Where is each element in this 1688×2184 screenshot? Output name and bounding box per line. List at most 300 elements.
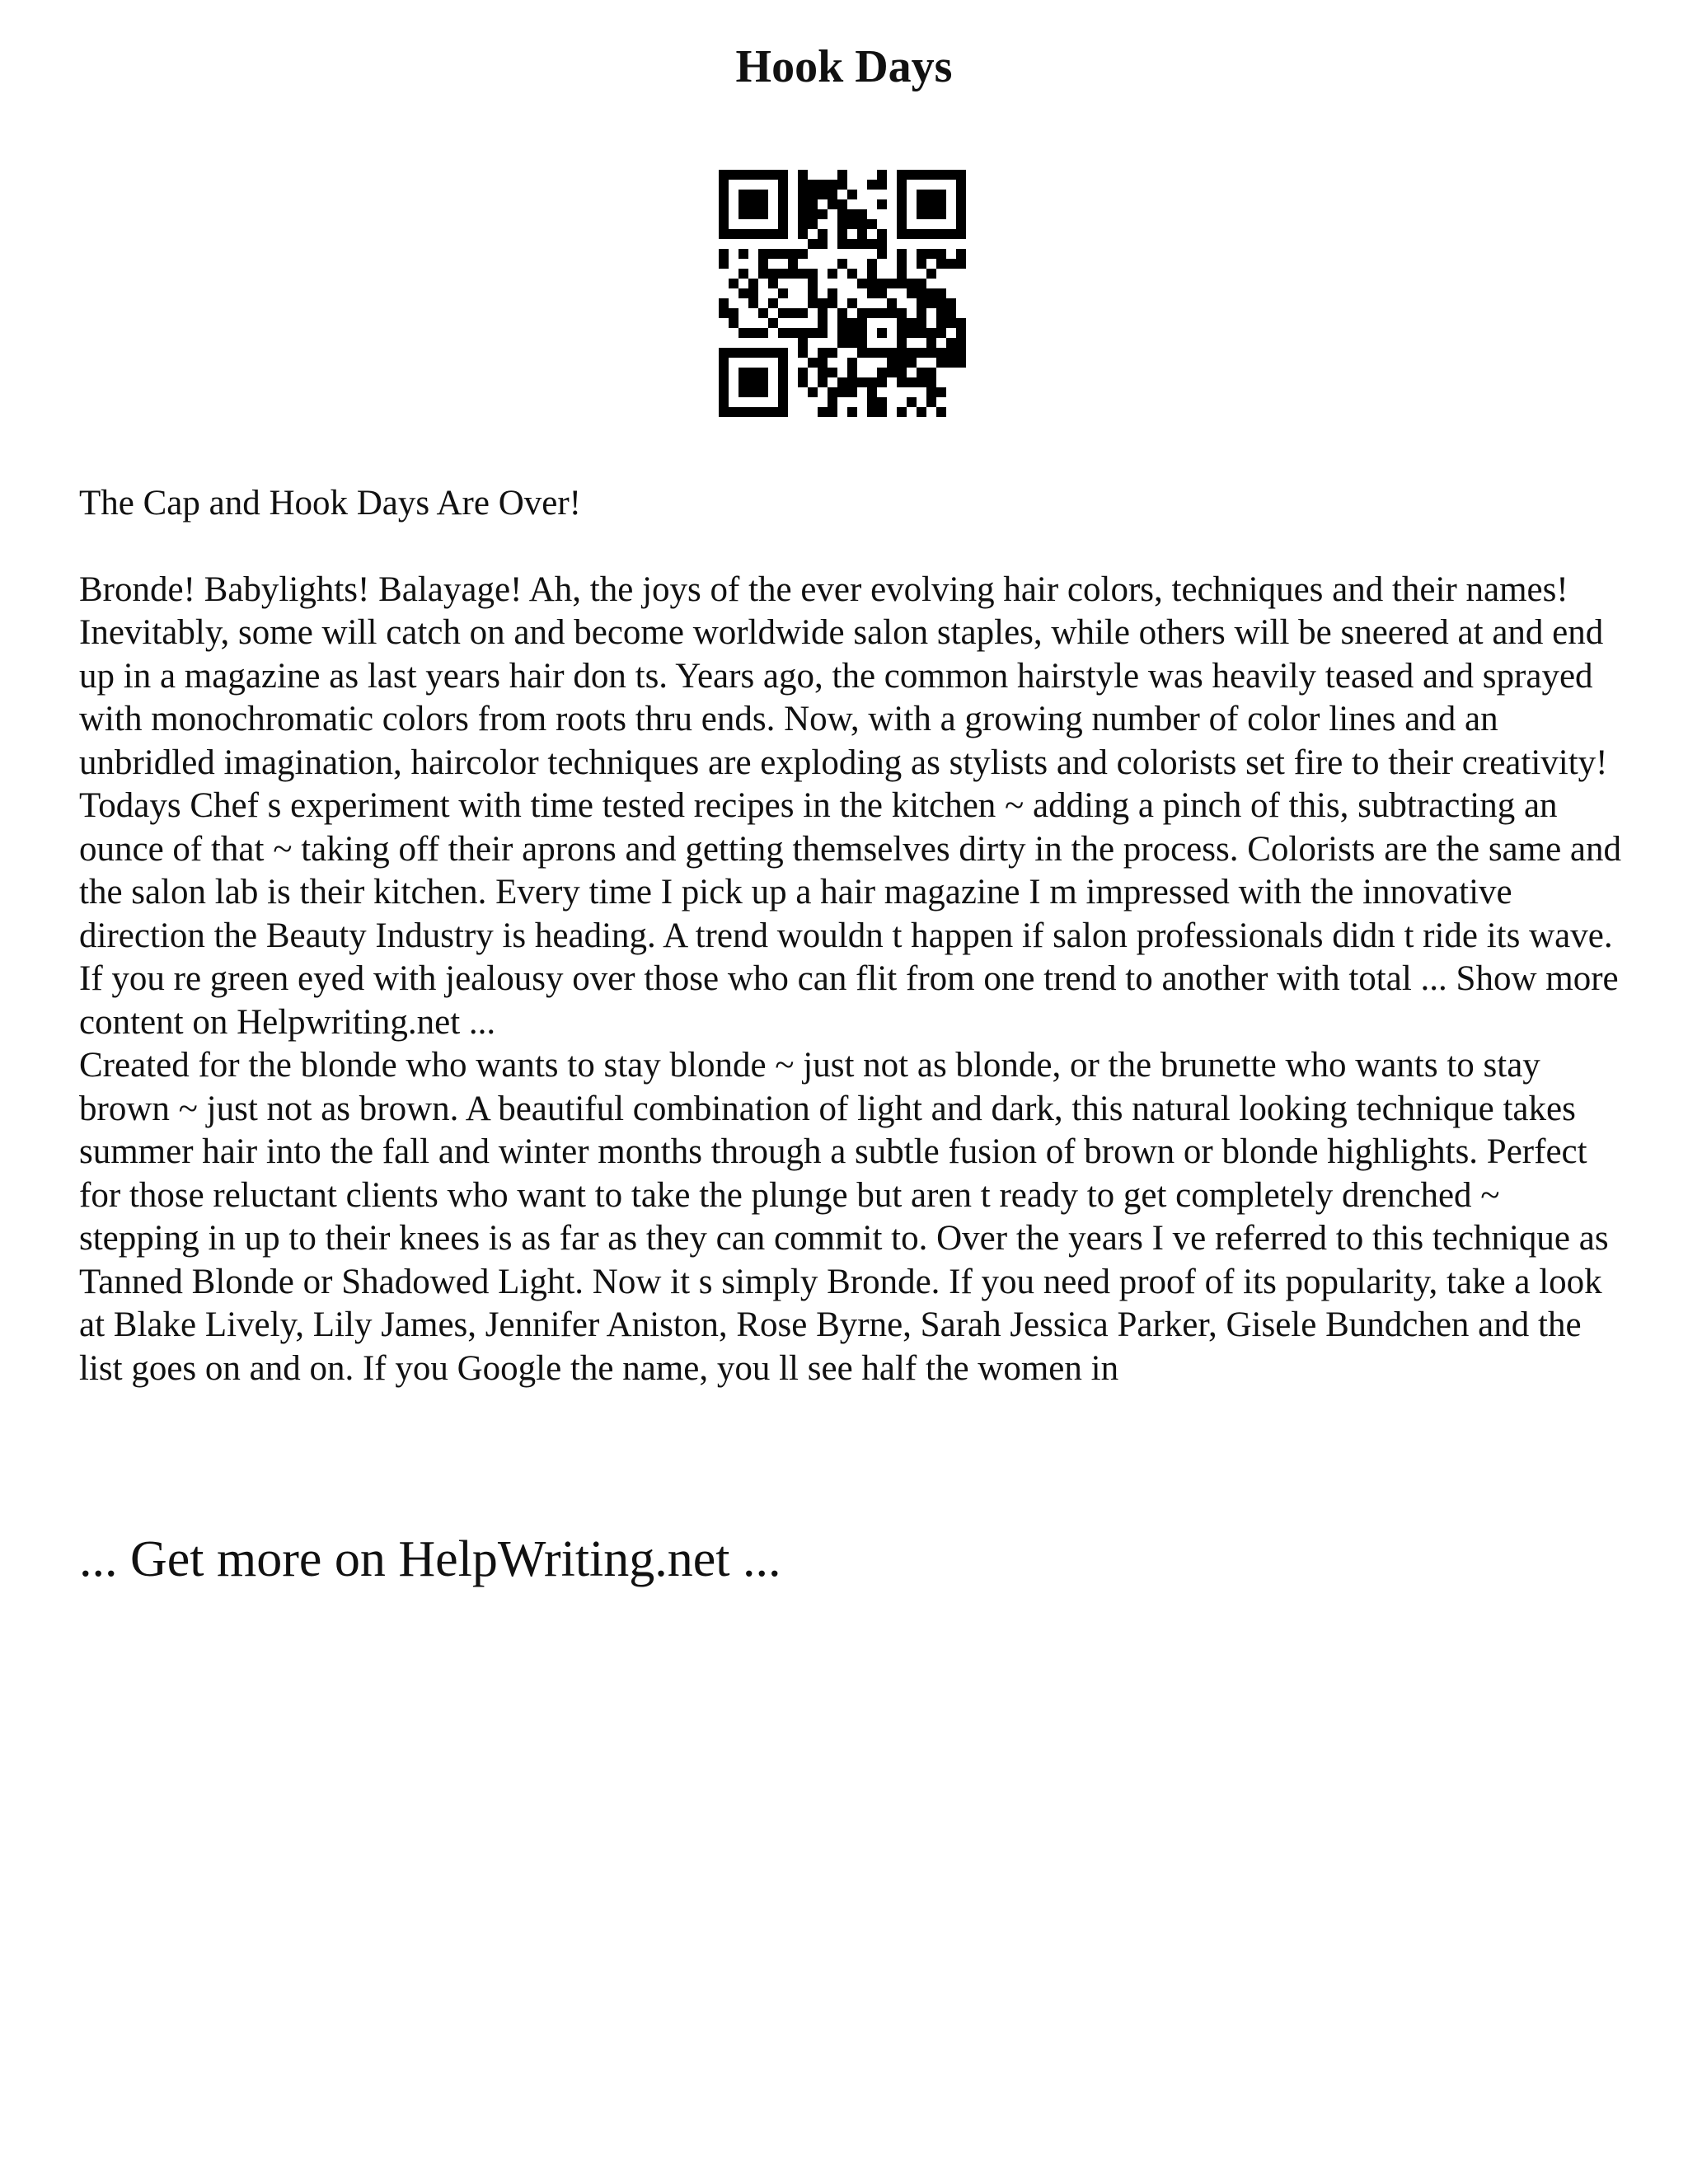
- qr-module: [758, 269, 768, 279]
- qr-module: [729, 170, 738, 180]
- qr-module: [758, 190, 768, 199]
- qr-module: [778, 377, 788, 387]
- qr-module: [877, 288, 887, 298]
- qr-module: [837, 170, 847, 180]
- qr-module: [758, 407, 768, 417]
- qr-module: [877, 180, 887, 190]
- qr-module: [798, 249, 808, 259]
- qr-module: [956, 338, 966, 348]
- article-paragraph: If you re green eyed with jealousy over those who can flit from one trend to another with total ... Show more content on Helpwriting.net ...: [79, 959, 1619, 1042]
- qr-module: [798, 180, 808, 190]
- qr-module: [729, 308, 738, 318]
- qr-module: [719, 180, 729, 190]
- qr-module: [758, 368, 768, 377]
- qr-module: [768, 407, 778, 417]
- get-more-link[interactable]: ... Get more on HelpWriting.net ...: [79, 1531, 781, 1587]
- qr-module: [897, 328, 907, 338]
- qr-module: [778, 407, 788, 417]
- qr-module: [758, 229, 768, 239]
- qr-module: [857, 338, 867, 348]
- qr-module: [917, 279, 926, 288]
- qr-module: [798, 199, 808, 209]
- qr-module: [808, 269, 818, 279]
- qr-module: [867, 259, 877, 269]
- qr-module: [867, 348, 877, 358]
- qr-module: [748, 190, 758, 199]
- qr-module: [847, 358, 857, 368]
- qr-module: [926, 397, 936, 407]
- qr-module: [907, 348, 917, 358]
- qr-module: [828, 368, 837, 377]
- qr-module: [748, 170, 758, 180]
- qr-module: [926, 377, 936, 387]
- qr-module: [857, 219, 867, 229]
- qr-module: [897, 338, 907, 348]
- qr-module: [738, 199, 748, 209]
- qr-module: [748, 199, 758, 209]
- qr-module: [917, 328, 926, 338]
- qr-module: [758, 259, 768, 269]
- qr-module: [897, 308, 907, 318]
- qr-module: [877, 229, 887, 239]
- qr-module: [847, 209, 857, 219]
- qr-module: [808, 288, 818, 298]
- qr-module: [877, 368, 887, 377]
- qr-module: [778, 190, 788, 199]
- qr-module: [907, 170, 917, 180]
- qr-module: [917, 199, 926, 209]
- qr-module: [738, 368, 748, 377]
- qr-module: [738, 269, 748, 279]
- qr-module: [788, 259, 798, 269]
- qr-module: [926, 199, 936, 209]
- qr-module: [926, 298, 936, 308]
- qr-module: [847, 407, 857, 417]
- qr-module: [778, 308, 788, 318]
- qr-module: [917, 190, 926, 199]
- qr-module: [738, 190, 748, 199]
- qr-module: [897, 348, 907, 358]
- qr-module: [738, 407, 748, 417]
- qr-module: [828, 407, 837, 417]
- qr-module: [778, 348, 788, 358]
- qr-module: [818, 348, 828, 358]
- qr-module: [907, 397, 917, 407]
- qr-module: [926, 368, 936, 377]
- qr-module: [936, 328, 946, 338]
- qr-module: [798, 170, 808, 180]
- qr-module: [877, 328, 887, 338]
- qr-module: [837, 318, 847, 328]
- qr-module: [828, 199, 837, 209]
- qr-module: [738, 348, 748, 358]
- qr-module: [917, 407, 926, 417]
- qr-module: [828, 397, 837, 407]
- qr-module: [828, 348, 837, 358]
- article-paragraph: Created for the blonde who wants to stay blonde ~ just not as blonde, or the brunette who wants to stay brown ~ just not as brown. A beautiful combination of light and dark, this natural looking technique takes summer hair into the fall and winter months through a subtle fusion of brown or blonde highlights. Perfect for those reluctant clients who want to take the plunge but aren t ready to get completely drenched ~ stepping in up to their knees is as far as they can commit to. Over the years I ve referred to this technique as Tanned Blonde or Shadowed Light. Now it s simply Bronde. If you need proof of its popularity, take a look at Blake Lively, Lily James, Jennifer Aniston, Rose Byrne, Sarah Jessica Parker, Gisele Bundchen and the list goes on and on. If you Google the name, you ll see half the women in: [79, 1046, 1609, 1388]
- qr-module: [857, 229, 867, 239]
- qr-module: [877, 199, 887, 209]
- qr-module: [798, 308, 808, 318]
- qr-module: [897, 190, 907, 199]
- qr-module: [917, 377, 926, 387]
- qr-module: [818, 239, 828, 249]
- qr-module: [778, 199, 788, 209]
- qr-module: [877, 170, 887, 180]
- qr-module: [936, 298, 946, 308]
- qr-module: [837, 259, 847, 269]
- qr-module: [897, 229, 907, 239]
- qr-module: [719, 229, 729, 239]
- qr-module: [847, 239, 857, 249]
- qr-module: [808, 279, 818, 288]
- qr-module: [936, 318, 946, 328]
- qr-module: [857, 209, 867, 219]
- page-title: Hook Days: [735, 41, 953, 92]
- qr-module: [867, 269, 877, 279]
- qr-module: [798, 209, 808, 219]
- qr-module: [956, 199, 966, 209]
- qr-module: [808, 199, 818, 209]
- qr-module: [748, 279, 758, 288]
- qr-module: [837, 377, 847, 387]
- qr-module: [867, 219, 877, 229]
- qr-module: [808, 180, 818, 190]
- qr-module: [926, 190, 936, 199]
- qr-module: [818, 190, 828, 199]
- qr-module: [946, 318, 956, 328]
- qr-module: [837, 338, 847, 348]
- qr-module: [738, 249, 748, 259]
- qr-module: [748, 328, 758, 338]
- qr-module: [956, 170, 966, 180]
- qr-module: [956, 328, 966, 338]
- qr-module: [956, 358, 966, 368]
- qr-module: [847, 298, 857, 308]
- qr-module: [936, 209, 946, 219]
- qr-module: [748, 288, 758, 298]
- qr-module: [946, 358, 956, 368]
- qr-module: [956, 249, 966, 259]
- qr-module: [917, 259, 926, 269]
- qr-module: [778, 229, 788, 239]
- qr-module: [837, 229, 847, 239]
- qr-module: [847, 377, 857, 387]
- qr-module: [956, 318, 966, 328]
- qr-module: [738, 229, 748, 239]
- qr-module: [917, 348, 926, 358]
- qr-module: [719, 348, 729, 358]
- qr-module: [897, 219, 907, 229]
- qr-module: [946, 259, 956, 269]
- qr-module: [778, 170, 788, 180]
- qr-module: [936, 199, 946, 209]
- qr-module: [748, 368, 758, 377]
- qr-module: [857, 377, 867, 387]
- qr-module: [768, 249, 778, 259]
- qr-module: [768, 318, 778, 328]
- qr-module: [867, 279, 877, 288]
- qr-module: [837, 180, 847, 190]
- qr-module: [798, 338, 808, 348]
- qr-module: [729, 407, 738, 417]
- qr-module: [897, 318, 907, 328]
- qr-module: [768, 298, 778, 308]
- qr-module: [778, 249, 788, 259]
- qr-module: [907, 358, 917, 368]
- qr-module: [719, 219, 729, 229]
- qr-module: [956, 209, 966, 219]
- qr-module: [956, 348, 966, 358]
- qr-module: [738, 328, 748, 338]
- qr-module: [907, 377, 917, 387]
- qr-module: [907, 288, 917, 298]
- qr-module: [926, 269, 936, 279]
- qr-module: [798, 368, 808, 377]
- qr-module: [828, 387, 837, 397]
- qr-module: [818, 308, 828, 318]
- qr-module: [808, 219, 818, 229]
- qr-module: [837, 387, 847, 397]
- qr-module: [768, 269, 778, 279]
- qr-module: [917, 229, 926, 239]
- qr-module: [758, 209, 768, 219]
- qr-module: [867, 239, 877, 249]
- qr-module: [956, 180, 966, 190]
- qr-module: [778, 288, 788, 298]
- qr-module: [808, 209, 818, 219]
- qr-module: [778, 180, 788, 190]
- qr-module: [867, 397, 877, 407]
- qr-module: [877, 397, 887, 407]
- qr-module: [847, 328, 857, 338]
- qr-module: [758, 387, 768, 397]
- qr-module: [847, 219, 857, 229]
- article-subtitle: The Cap and Hook Days Are Over!: [79, 484, 581, 523]
- qr-module: [719, 199, 729, 209]
- qr-module: [808, 387, 818, 397]
- qr-module: [719, 298, 729, 308]
- qr-module: [956, 190, 966, 199]
- qr-module: [907, 328, 917, 338]
- qr-module: [936, 348, 946, 358]
- qr-module: [758, 199, 768, 209]
- qr-module: [936, 229, 946, 239]
- qr-module: [808, 358, 818, 368]
- qr-module: [798, 269, 808, 279]
- qr-module: [778, 368, 788, 377]
- qr-module: [897, 407, 907, 417]
- qr-module: [738, 170, 748, 180]
- qr-module: [887, 368, 897, 377]
- qr-module: [837, 219, 847, 229]
- qr-module: [926, 288, 936, 298]
- qr-module: [887, 279, 897, 288]
- qr-module: [748, 407, 758, 417]
- qr-module: [936, 170, 946, 180]
- qr-module: [837, 239, 847, 249]
- qr-module: [926, 387, 936, 397]
- qr-module: [719, 259, 729, 269]
- qr-module: [719, 368, 729, 377]
- qr-module: [867, 377, 877, 387]
- qr-module: [778, 328, 788, 338]
- qr-module: [719, 377, 729, 387]
- qr-module: [936, 358, 946, 368]
- qr-module: [837, 328, 847, 338]
- qr-module: [788, 269, 798, 279]
- qr-module: [917, 318, 926, 328]
- qr-module: [897, 368, 907, 377]
- qr-module: [936, 308, 946, 318]
- qr-module: [877, 249, 887, 259]
- qr-module: [778, 219, 788, 229]
- qr-module: [867, 407, 877, 417]
- qr-module: [768, 229, 778, 239]
- qr-module: [847, 368, 857, 377]
- qr-module: [897, 279, 907, 288]
- qr-module: [738, 387, 748, 397]
- qr-module: [719, 190, 729, 199]
- article-paragraph: Bronde! Babylights! Balayage! Ah, the joys of the ever evolving hair colors, techniques and their names! Inevitably, some will catch on and become worldwide salon staples, while others will be sneered at and end up in a magazine as last years hair don ts. Years ago, the common hairstyle was heavily teased and sprayed with monochromatic colors from roots thru ends. Now, with a growing number of color lines and an unbridled imagination, haircolor techniques are exploding as stylists and colorists set fire to their creativity! Todays Chef s experiment with time tested recipes in the kitchen ~ adding a pinch of this, subtracting an ounce of that ~ taking off their aprons and getting themselves dirty in the process. Colorists are the same and the salon lab is their kitchen. Every time I pick up a hair magazine I m impressed with the innovative direction the Beauty Industry is heading. A trend wouldn t happen if salon professionals didn t ride its wave.: [79, 569, 1622, 955]
- qr-module: [778, 269, 788, 279]
- qr-module: [907, 229, 917, 239]
- qr-module: [837, 308, 847, 318]
- qr-module: [887, 308, 897, 318]
- qr-module: [818, 328, 828, 338]
- qr-module: [926, 338, 936, 348]
- qr-module: [798, 348, 808, 358]
- qr-module: [788, 308, 798, 318]
- qr-module: [788, 249, 798, 259]
- qr-module: [719, 209, 729, 219]
- qr-module: [719, 407, 729, 417]
- qr-code-icon: [719, 170, 966, 417]
- qr-module: [926, 170, 936, 180]
- qr-module: [887, 348, 897, 358]
- qr-module: [847, 269, 857, 279]
- qr-module: [897, 209, 907, 219]
- qr-module: [768, 170, 778, 180]
- qr-module: [778, 387, 788, 397]
- qr-module: [936, 249, 946, 259]
- qr-module: [926, 328, 936, 338]
- qr-module: [867, 308, 877, 318]
- qr-module: [798, 219, 808, 229]
- qr-module: [926, 209, 936, 219]
- qr-module: [828, 269, 837, 279]
- qr-module: [936, 259, 946, 269]
- qr-module: [798, 328, 808, 338]
- qr-module: [748, 209, 758, 219]
- qr-module: [729, 229, 738, 239]
- qr-module: [729, 279, 738, 288]
- qr-module: [926, 348, 936, 358]
- qr-module: [877, 308, 887, 318]
- qr-module: [887, 358, 897, 368]
- qr-module: [917, 170, 926, 180]
- qr-module: [857, 348, 867, 358]
- qr-module: [808, 190, 818, 199]
- qr-module: [758, 377, 768, 387]
- qr-module: [956, 219, 966, 229]
- qr-module: [917, 308, 926, 318]
- qr-module: [897, 170, 907, 180]
- qr-module: [798, 377, 808, 387]
- qr-module: [936, 407, 946, 417]
- qr-module: [719, 358, 729, 368]
- qr-module: [828, 298, 837, 308]
- qr-module: [917, 298, 926, 308]
- qr-module: [877, 377, 887, 387]
- qr-module: [857, 279, 867, 288]
- qr-module: [857, 318, 867, 328]
- qr-module: [956, 229, 966, 239]
- qr-module: [738, 209, 748, 219]
- qr-module: [907, 318, 917, 328]
- qr-module: [758, 348, 768, 358]
- qr-module: [897, 180, 907, 190]
- qr-module: [818, 229, 828, 239]
- qr-module: [917, 249, 926, 259]
- qr-module: [857, 239, 867, 249]
- qr-module: [867, 387, 877, 397]
- qr-module: [808, 328, 818, 338]
- qr-module: [946, 170, 956, 180]
- qr-module: [758, 170, 768, 180]
- qr-module: [818, 180, 828, 190]
- qr-module: [758, 249, 768, 259]
- qr-module: [946, 229, 956, 239]
- qr-module: [877, 348, 887, 358]
- qr-module: [758, 308, 768, 318]
- qr-module: [788, 328, 798, 338]
- qr-module: [877, 407, 887, 417]
- qr-module: [778, 209, 788, 219]
- qr-module: [778, 397, 788, 407]
- qr-module: [926, 249, 936, 259]
- qr-module: [917, 288, 926, 298]
- qr-module: [719, 249, 729, 259]
- qr-module: [877, 239, 887, 249]
- qr-module: [748, 348, 758, 358]
- qr-module: [897, 199, 907, 209]
- qr-module: [729, 318, 738, 328]
- qr-module: [738, 288, 748, 298]
- qr-module: [956, 259, 966, 269]
- article-body: [79, 482, 1629, 1390]
- qr-module: [946, 298, 956, 308]
- qr-module: [719, 387, 729, 397]
- qr-module: [867, 288, 877, 298]
- qr-module: [847, 190, 857, 199]
- qr-module: [946, 348, 956, 358]
- qr-module: [798, 190, 808, 199]
- qr-module: [778, 358, 788, 368]
- qr-module: [808, 298, 818, 308]
- qr-module: [818, 368, 828, 377]
- qr-module: [828, 190, 837, 199]
- qr-module: [936, 288, 946, 298]
- qr-module: [748, 298, 758, 308]
- qr-module: [917, 368, 926, 377]
- qr-module: [897, 259, 907, 269]
- qr-module: [926, 229, 936, 239]
- qr-module: [758, 328, 768, 338]
- qr-module: [828, 288, 837, 298]
- qr-module: [857, 308, 867, 318]
- qr-module: [818, 209, 828, 219]
